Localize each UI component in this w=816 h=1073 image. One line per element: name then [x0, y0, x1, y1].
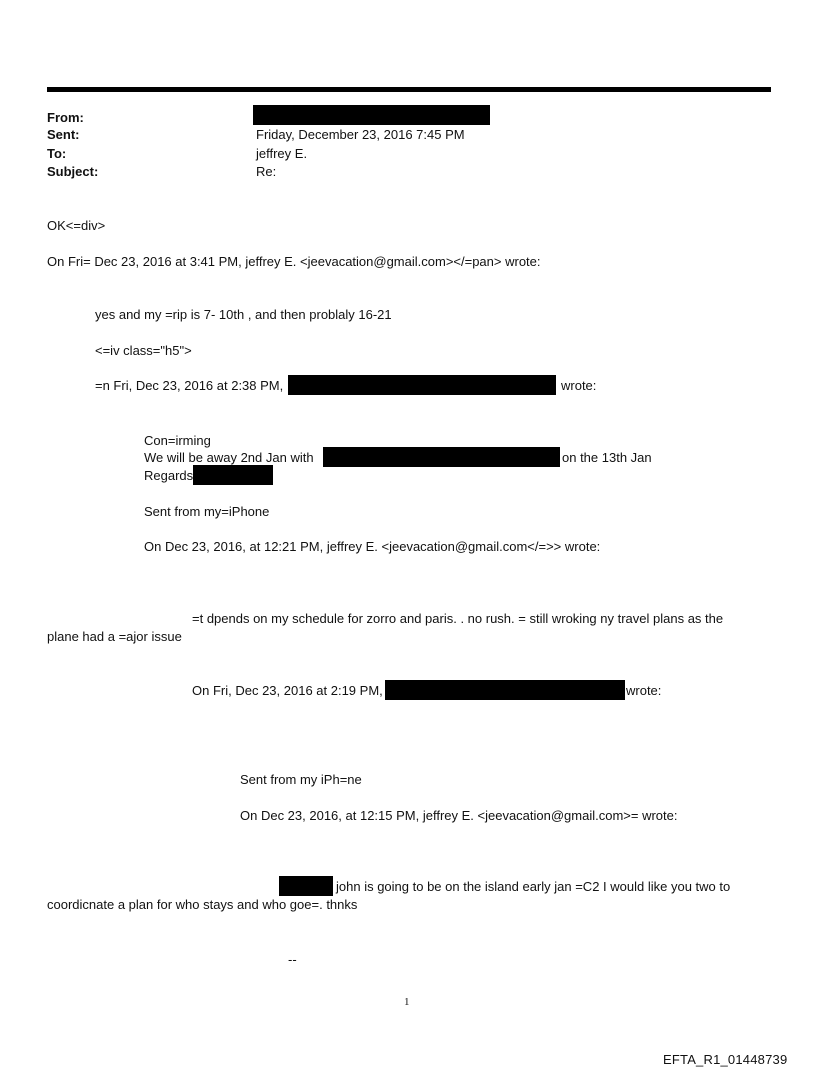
body-line-plane: plane had a =ajor issue — [47, 629, 182, 644]
header-rule — [47, 87, 771, 92]
quote-header-5: On Dec 23, 2016, at 12:15 PM, jeffrey E. <jeevacation@gmail.com>= wrote: — [240, 808, 678, 823]
redaction-sender-4 — [385, 680, 625, 700]
quote-header-4a: On Fri, Dec 23, 2016 at 2:19 PM, — [192, 683, 383, 698]
footer-id: EFTA_R1_01448739 — [663, 1052, 788, 1067]
subject-value: Re: — [256, 164, 277, 179]
sent-value: Friday, December 23, 2016 7:45 PM — [256, 127, 465, 142]
body-line-john: john is going to be on the island early jan =C2 I would like you two to — [336, 879, 731, 894]
body-line-div: <=iv class="h5"> — [95, 343, 192, 358]
body-line-ok: OK<=div> — [47, 218, 106, 233]
body-line-away-b: on the 13th Jan — [562, 450, 652, 465]
to-label: To: — [47, 146, 67, 161]
body-line-away-a: We will be away 2nd Jan with — [144, 450, 314, 465]
quote-header-3: On Dec 23, 2016, at 12:21 PM, jeffrey E. <jeevacation@gmail.com</=>> wrote: — [144, 539, 601, 554]
quote-header-4b: wrote: — [626, 683, 662, 698]
body-line-sent-from-2: Sent from my iPh=ne — [240, 772, 362, 787]
body-line-confirming: Con=irming — [144, 433, 211, 448]
sent-label: Sent: — [47, 127, 80, 142]
signature-dash: -- — [288, 952, 297, 967]
subject-label: Subject: — [47, 164, 99, 179]
redaction-john — [279, 876, 333, 896]
from-label: From: — [47, 110, 84, 125]
quote-header-1: On Fri= Dec 23, 2016 at 3:41 PM, jeffrey E. <jeevacation@gmail.com></=pan> wrote: — [47, 254, 541, 269]
redaction-regards — [193, 465, 273, 485]
quote-header-2a: =n Fri, Dec 23, 2016 at 2:38 PM, — [95, 378, 284, 393]
quote-header-2b: wrote: — [561, 378, 597, 393]
body-line-depends: =t dpends on my schedule for zorro and paris. . no rush. = still wroking ny travel plans as the — [192, 611, 724, 626]
body-line-sent-from-1: Sent from my=iPhone — [144, 504, 270, 519]
redaction-away — [323, 447, 560, 467]
to-value: jeffrey E. — [256, 146, 308, 161]
page-number: 1 — [404, 996, 410, 1008]
body-line-regards: Regards — [144, 468, 194, 483]
redaction-from — [253, 105, 490, 125]
body-line-coordinate: coordicnate a plan for who stays and who goe=. thnks — [47, 897, 358, 912]
redaction-sender-2 — [288, 375, 556, 395]
body-line-trip: yes and my =rip is 7- 10th , and then problaly 16-21 — [95, 307, 392, 322]
